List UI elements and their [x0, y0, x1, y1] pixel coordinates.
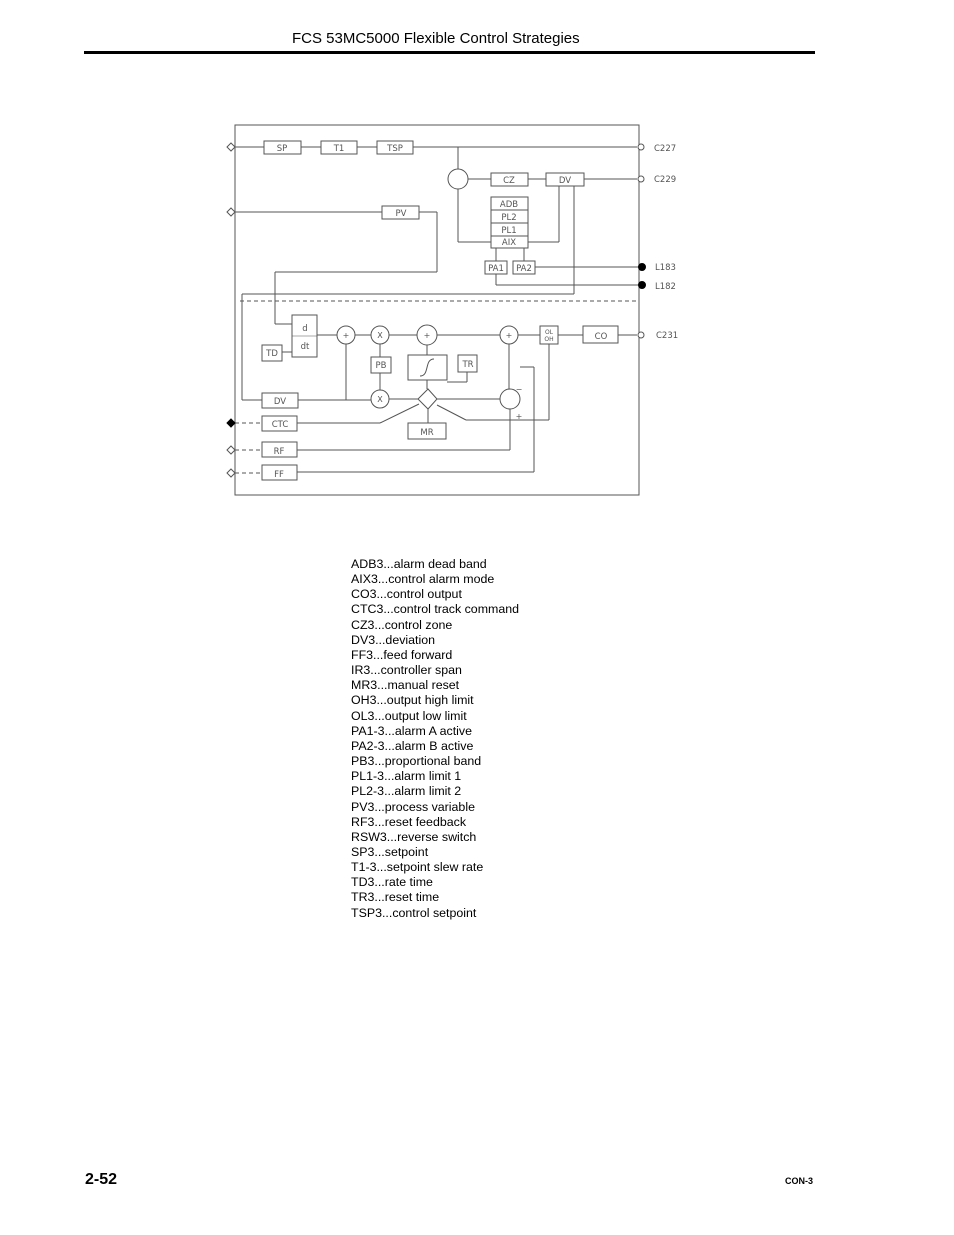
- output-terminal: [638, 144, 644, 150]
- label-ol: OL: [544, 329, 554, 336]
- legend-item: DV3...deviation: [351, 632, 436, 647]
- label-sp: SP: [276, 144, 288, 154]
- legend-item: TD3...rate time: [351, 875, 433, 890]
- signal-l182: L182: [655, 282, 676, 292]
- output-terminal: [638, 176, 644, 182]
- signal-c227: C227: [654, 144, 677, 154]
- label-pa2: PA2: [516, 264, 532, 274]
- legend-item: CZ3...control zone: [351, 617, 453, 632]
- legend-item: CTC3...control track command: [351, 602, 520, 617]
- label-ff: FF: [274, 470, 284, 480]
- output-terminal-filled: [639, 282, 646, 289]
- summing-junction: [448, 169, 468, 189]
- output-terminal-filled: [639, 264, 646, 271]
- label-pa1: PA1: [488, 264, 504, 274]
- input-terminal: [227, 208, 235, 216]
- operator-plus: +: [423, 331, 431, 340]
- operator-times: X: [377, 395, 383, 404]
- legend-item: AIX3...control alarm mode: [351, 572, 495, 587]
- legend-item: ADB3...alarm dead band: [351, 557, 487, 571]
- label-tsp: TSP: [387, 144, 403, 154]
- legend-item: TSP3...control setpoint: [351, 905, 477, 920]
- signal-c229: C229: [654, 175, 677, 185]
- label-oh: OH: [544, 336, 554, 343]
- legend-item: RSW3...reverse switch: [351, 829, 477, 844]
- legend-item: TR3...reset time: [351, 890, 440, 905]
- legend-item: OH3...output high limit: [351, 693, 474, 708]
- label-tr: TR: [462, 360, 474, 370]
- legend-item: RF3...reset feedback: [351, 814, 467, 829]
- label-dv-bottom: DV: [273, 397, 287, 407]
- label-rf: RF: [273, 447, 285, 457]
- operator-plus: +: [342, 331, 350, 340]
- label-pb: PB: [375, 361, 387, 371]
- page-header-title: FCS 53MC5000 Flexible Control Strategies: [292, 30, 580, 47]
- legend-item: T1-3...setpoint slew rate: [351, 860, 484, 875]
- label-cz: CZ: [503, 176, 515, 186]
- signal-c231: C231: [656, 331, 679, 341]
- label-td: TD: [266, 349, 278, 359]
- label-d: d: [302, 324, 308, 334]
- label-aix: AIX: [501, 238, 517, 248]
- legend-item: PL2-3...alarm limit 2: [351, 784, 462, 799]
- legend-item: SP3...setpoint: [351, 844, 429, 859]
- input-terminal: [227, 446, 235, 454]
- legend-item: FF3...feed forward: [351, 647, 453, 662]
- legend-item: PA2-3...alarm B active: [351, 738, 474, 753]
- legend-item: PV3...process variable: [351, 799, 475, 814]
- output-terminal: [638, 332, 644, 338]
- input-terminal: [227, 469, 235, 477]
- operator-minus: −: [515, 385, 523, 394]
- label-mr: MR: [420, 428, 434, 438]
- legend-item: CO3...control output: [351, 587, 462, 602]
- abbreviation-legend: [351, 557, 519, 921]
- input-terminal: [227, 143, 235, 151]
- label-co: CO: [594, 332, 608, 342]
- label-t1: T1: [333, 144, 345, 154]
- label-dv-top: DV: [558, 176, 572, 186]
- label-pv: PV: [395, 209, 407, 219]
- label-dt: dt: [300, 342, 310, 352]
- label-pl1: PL1: [501, 226, 517, 236]
- legend-item: MR3...manual reset: [351, 678, 460, 693]
- operator-plus-small: +: [515, 412, 523, 421]
- operator-times: X: [377, 331, 383, 340]
- operator-plus: +: [505, 331, 513, 340]
- legend-item: IR3...controller span: [351, 663, 462, 678]
- page-number: 2-52: [85, 1171, 118, 1188]
- signal-l183: L183: [655, 263, 676, 273]
- input-terminal-filled: [227, 419, 235, 427]
- legend-item: PB3...proportional band: [351, 754, 482, 769]
- label-ctc: CTC: [271, 420, 289, 430]
- label-adb: ADB: [499, 200, 519, 210]
- document-code: CON-3: [785, 1176, 814, 1186]
- legend-item: PA1-3...alarm A active: [351, 723, 472, 738]
- label-pl2: PL2: [501, 213, 517, 223]
- legend-item: PL1-3...alarm limit 1: [351, 769, 462, 784]
- switch-selector: [418, 389, 437, 409]
- legend-item: OL3...output low limit: [351, 708, 467, 723]
